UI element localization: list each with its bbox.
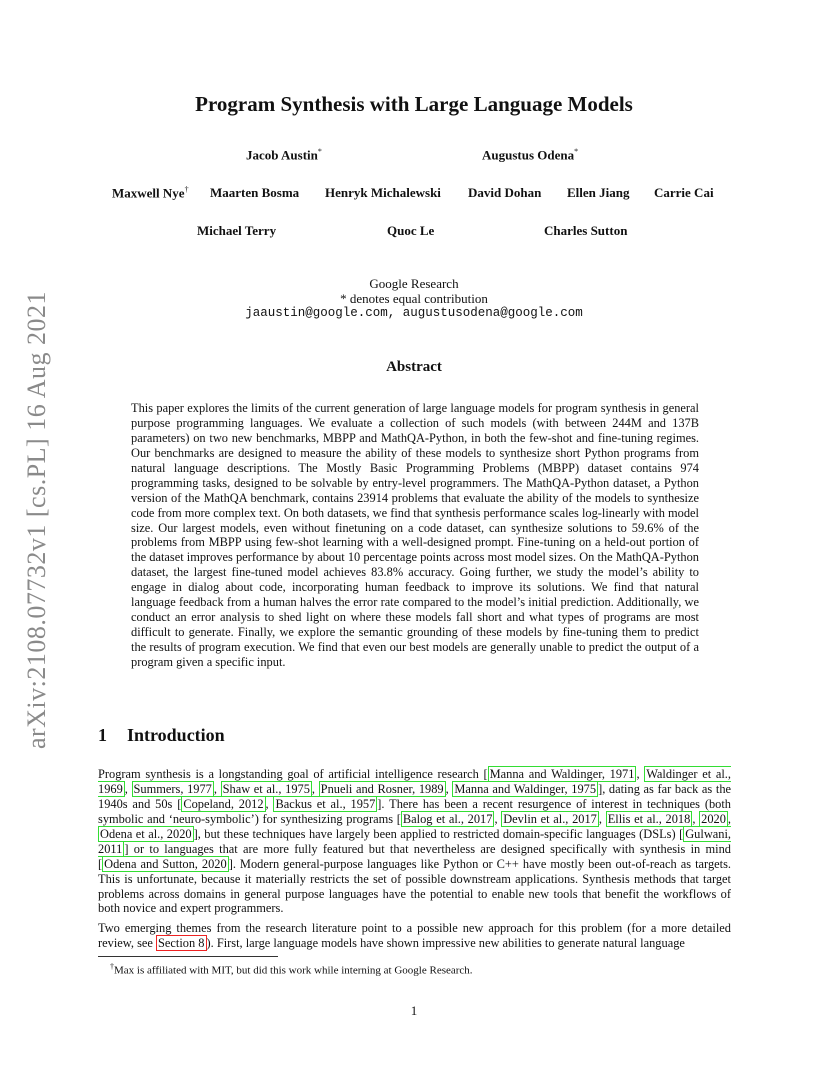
author-name: Quoc Le (387, 223, 435, 238)
author (325, 185, 441, 201)
page-number: 1 (410, 1003, 418, 1018)
citation-link[interactable]: Manna and Waldinger, 1975 (454, 781, 597, 796)
author (210, 185, 299, 201)
paper-title: Program Synthesis with Large Language Models (195, 92, 633, 116)
citation-link[interactable]: Devlin et al., 2017 (503, 811, 597, 826)
footnote (110, 962, 473, 977)
intro-paragraph-1 (98, 767, 731, 916)
text-run: , (598, 811, 606, 826)
affiliation-block (0, 276, 828, 321)
arxiv-stamp-text: arXiv:2108.07732v1 [cs.PL] 16 Aug 2021 (22, 290, 51, 750)
text-run: , (727, 811, 732, 826)
footnote-rule (98, 956, 278, 957)
footnote-mark: † (110, 962, 114, 971)
author-mark: * (574, 147, 579, 156)
author (567, 185, 630, 201)
affiliation-org: Google Research (369, 276, 459, 291)
author-mark: † (184, 185, 189, 194)
text-run: , (692, 811, 700, 826)
text-run: Two emerging themes from the research literature point to a possible new approach for this problem (for a more detailed review, see (98, 921, 731, 950)
author-name: David Dohan (468, 185, 542, 200)
contact-emails[interactable]: jaaustin@google.com, augustusodena@google.com (245, 306, 583, 320)
text-run: , (445, 781, 453, 796)
author-name: Charles Sutton (544, 223, 628, 238)
author-name: Jacob Austin (246, 147, 318, 163)
text-run: ], but these techniques have largely been applied to restricted domain-specific languages (DSLs) [ (193, 826, 684, 841)
citation-link[interactable]: Manna and Waldinger, 1971 (489, 767, 635, 781)
footnote-text: Max is affiliated with MIT, but did this work while interning at Google Research. (114, 964, 473, 977)
section-title: Introduction (127, 725, 225, 745)
author (246, 147, 322, 163)
abstract-text: This paper explores the limits of the current generation of large language models for program synthesis in general purpose programming languages. We evaluate a collection of such models (with between 244M and 137B parameters) on two new benchmarks, MBPP and MathQA-Python, in both the few-shot and fine-tuning regimes. Our benchmarks are designed to measure the ability of these models to synthesize short Python programs from natural language descriptions. The Mostly Basic Programming Problems (MBPP) dataset contains 974 programming tasks, designed to be solvable by entry-level programmers. The MathQA-Python dataset, a Python version of the MathQA benchmark, contains 23914 problems that evaluate the ability of the models to synthesize code from more complex text. On both datasets, we find that synthesis performance scales log-linearly with model size. Our largest models, even without finetuning on a code dataset, can synthesize solutions to 59.6% of the problems from MBPP using few-shot learning with a well-designed prompt. Fine-tuning on a held-out portion of the dataset improves performance by about 10 percentage points across most model sizes. On the MathQA-Python dataset, the largest fine-tuned model achieves 83.8% accuracy. Going further, we study the model’s ability to engage in dialog about code, incorporating human feedback to improve its solutions. We find that natural language feedback from a human halves the error rate compared to the model’s initial prediction. Additionally, we conduct an error analysis to shed light on where these models fall short and what types of programs are most difficult to generate. Finally, we explore the semantic grounding of these models by fine-tuning them to predict the results of program execution. We find that even our best models are generally unable to predict the output of a program given a specific input. (131, 401, 699, 669)
text-run: ). First, large language models have shown impressive new abilities to generate natural language (206, 935, 685, 950)
author-name: Maxwell Nye (112, 185, 185, 201)
author-name: Ellen Jiang (567, 185, 630, 200)
text-run: , (265, 796, 274, 811)
section-reference-link[interactable]: Section 8 (158, 935, 205, 950)
author-name: Maarten Bosma (210, 185, 300, 200)
citation-link[interactable]: Copeland, 2012 (183, 796, 264, 811)
author (482, 147, 578, 163)
citation-link[interactable]: Summers, 1977 (133, 781, 212, 796)
citation-link[interactable]: Balog et al., 2017 (402, 811, 493, 826)
text-run: ]. There has been a recent resurgence of interest in techniques (both symbolic and ‘neuro-symbolic’) for synthesizing programs [ (98, 796, 731, 826)
author (654, 185, 714, 201)
text-run: , (636, 767, 645, 781)
author-mark: * (317, 147, 322, 156)
author-name: Carrie Cai (654, 185, 714, 200)
citation-link[interactable]: Waldinger et al., 1969 (98, 767, 731, 796)
citation-link[interactable]: 2020 (701, 811, 726, 826)
citation-link[interactable]: Odena et al., 2020 (100, 826, 192, 841)
text-run: ] or to languages that are more fully featured but that nevertheless are designed specifically with synthesis in mind [ (98, 841, 731, 871)
author-name: Augustus Odena (482, 147, 575, 163)
text-run: ]. Modern general-purpose languages like Python or C++ have mostly been out-of-reach as targets. This is unfortunate, because it materially restricts the set of possible downstream applications. Synthesis methods that target problems across domains in general purpose languages have the potential to enable new tools that benefit the workflows of both novice and expert programmers. (98, 856, 731, 916)
citation-link[interactable]: Ellis et al., 2018 (607, 811, 691, 826)
citation-link[interactable]: Backus et al., 1957 (275, 796, 376, 811)
citation-link[interactable]: Pnueli and Rosner, 1989 (320, 781, 444, 796)
citation-link[interactable]: Gulwani, 2011 (98, 826, 732, 856)
author (468, 185, 541, 201)
author (112, 185, 189, 201)
equal-contribution-note: * denotes equal contribution (340, 291, 488, 306)
arxiv-stamp (12, 280, 62, 760)
text-run: ], dating as far back as the 1940s and 50s [ (98, 781, 732, 811)
abstract-heading: Abstract (386, 359, 442, 375)
citation-link[interactable]: Shaw et al., 1975 (222, 781, 310, 796)
author (544, 223, 627, 239)
section-heading (98, 725, 225, 746)
intro-paragraph-2 (98, 921, 731, 951)
author (387, 223, 434, 239)
author-name: Henryk Michalewski (325, 185, 441, 200)
text-run: , (311, 781, 319, 796)
text-run: Program synthesis is a longstanding goal of artificial intelligence research [ (98, 767, 488, 781)
text-run: , (494, 811, 502, 826)
text-run: , (213, 781, 221, 796)
section-number: 1 (98, 725, 107, 745)
author (197, 223, 276, 239)
citation-link[interactable]: Odena and Sutton, 2020 (104, 856, 227, 871)
author-name: Michael Terry (197, 223, 277, 238)
text-run: , (124, 781, 132, 796)
